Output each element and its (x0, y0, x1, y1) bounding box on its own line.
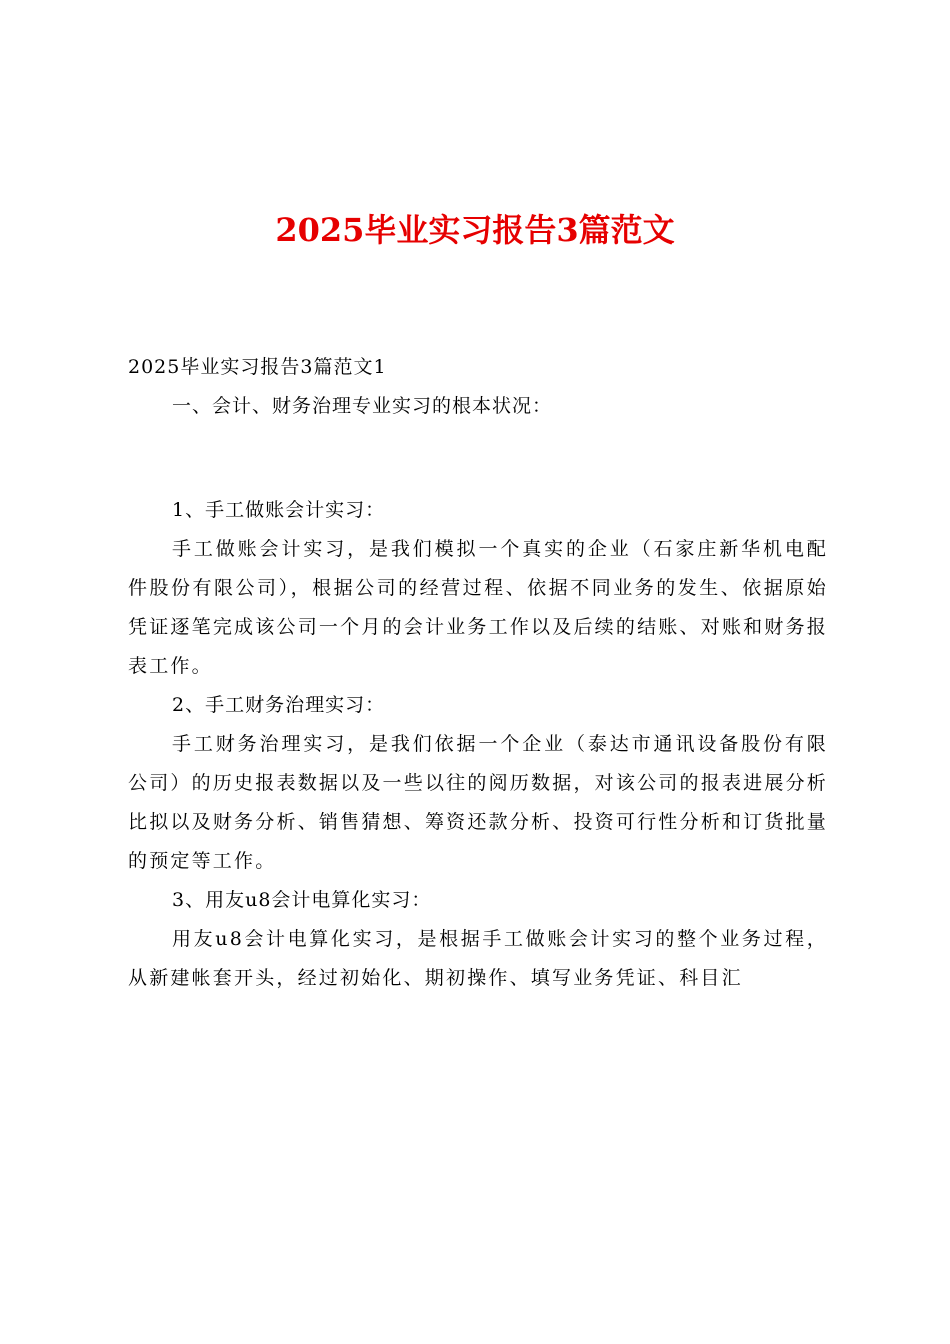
document-subtitle: 2025毕业实习报告3篇范文1 (128, 356, 387, 378)
item-heading-2: 2、手工财务治理实习： (172, 694, 386, 716)
item-body-3: 用友u8会计电算化实习，是根据手工做账会计实习的整个业务过程，从新建帐套开头，经过初始化、期初操作、填写业务凭证、科目汇 (128, 928, 828, 989)
document-title: 2025毕业实习报告3篇范文 (275, 211, 675, 249)
section-heading: 一、会计、财务治理专业实习的根本状况： (172, 395, 553, 417)
document-body (128, 348, 828, 998)
item-body-2: 手工财务治理实习，是我们依据一个企业（泰达市通讯设备股份有限公司）的历史报表数据以及一些以往的阅历数据，对该公司的报表进展分析比拟以及财务分析、销售猜想、筹资还款分析、投资可行性分析和订货批量的预定等工作。 (128, 733, 828, 872)
item-body-1: 手工做账会计实习，是我们模拟一个真实的企业（石家庄新华机电配件股份有限公司），根据公司的经营过程、依据不同业务的发生、依据原始凭证逐笔完成该公司一个月的会计业务工作以及后续的结账、对账和财务报表工作。 (128, 538, 828, 677)
spacer (128, 426, 828, 491)
item-heading-3: 3、用友u8会计电算化实习： (172, 889, 432, 911)
item-heading-1: 1、手工做账会计实习： (172, 499, 386, 521)
